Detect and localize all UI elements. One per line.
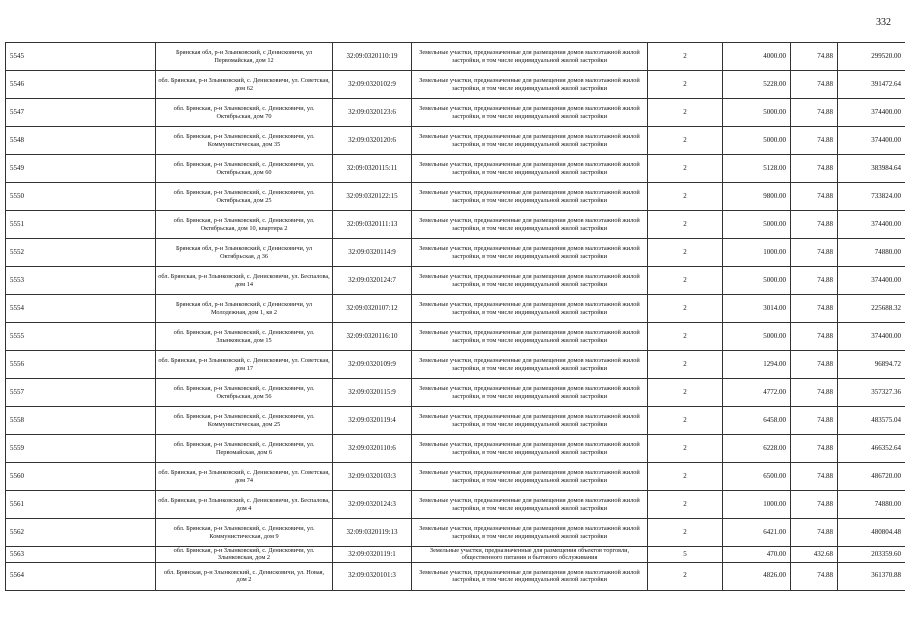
land-type-cell: 2 — [648, 295, 723, 323]
land-type-cell: 2 — [648, 99, 723, 127]
land-type-cell: 5 — [648, 547, 723, 563]
rate-cell: 74.88 — [791, 463, 838, 491]
rate-cell: 74.88 — [791, 43, 838, 71]
land-use-cell: Земельные участки, предназначенные для размещения домов малоэтажной жилой застройки, в том числе индивидуальной жилой застройки — [412, 562, 648, 590]
land-use-cell: Земельные участки, предназначенные для размещения домов малоэтажной жилой застройки, в том числе индивидуальной жилой застройки — [412, 183, 648, 211]
land-use-cell: Земельные участки, предназначенные для размещения домов малоэтажной жилой застройки, в том числе индивидуальной жилой застройки — [412, 295, 648, 323]
area-cell: 5000.00 — [723, 99, 791, 127]
cadastral-number-cell: 32:09:0320116:10 — [333, 323, 412, 351]
rate-cell: 74.88 — [791, 379, 838, 407]
rate-cell: 74.88 — [791, 519, 838, 547]
cadastral-number-cell: 32:09:0320119:13 — [333, 519, 412, 547]
address-cell: Брянская обл, р-н Злынковский, с Денисковичи, ул Молодежная, дом 1, кв 2 — [156, 295, 333, 323]
table-row — [6, 435, 905, 463]
area-cell: 6458.00 — [723, 407, 791, 435]
table-row — [6, 127, 905, 155]
land-use-cell: Земельные участки, предназначенные для размещения домов малоэтажной жилой застройки, в том числе индивидуальной жилой застройки — [412, 239, 648, 267]
land-type-cell: 2 — [648, 323, 723, 351]
cadastral-value-cell: 466352.64 — [838, 435, 905, 463]
rate-cell: 74.88 — [791, 127, 838, 155]
cadastral-value-cell: 361370.88 — [838, 562, 905, 590]
rate-cell: 74.88 — [791, 239, 838, 267]
cadastral-number-cell: 32:09:0320115:11 — [333, 155, 412, 183]
land-use-cell: Земельные участки, предназначенные для размещения домов малоэтажной жилой застройки, в том числе индивидуальной жилой застройки — [412, 463, 648, 491]
land-type-cell: 2 — [648, 379, 723, 407]
rate-cell: 74.88 — [791, 407, 838, 435]
land-use-cell: Земельные участки, предназначенные для размещения домов малоэтажной жилой застройки, в том числе индивидуальной жилой застройки — [412, 127, 648, 155]
rate-cell: 74.88 — [791, 183, 838, 211]
address-cell: обл. Брянская, р-н Злынковский, с. Денисковичи, ул. Октябрьская, дом 70 — [156, 99, 333, 127]
cadastral-value-cell: 374400.00 — [838, 127, 905, 155]
address-cell: обл. Брянская, р-н Злынковский, с. Денисковичи, ул. Коммунистическая, дом 35 — [156, 127, 333, 155]
table-row — [6, 379, 905, 407]
area-cell: 5000.00 — [723, 267, 791, 295]
table-row — [6, 519, 905, 547]
address-cell: обл. Брянская, р-н Злынковский, с. Денисковичи, ул. Первомайская, дом 6 — [156, 435, 333, 463]
cadastral-number-cell: 32:09:0320107:12 — [333, 295, 412, 323]
address-cell: обл. Брянская, р-н Злынковский, с. Денисковичи, ул. Беспалова, дом 14 — [156, 267, 333, 295]
land-type-cell: 2 — [648, 183, 723, 211]
table-row — [6, 323, 905, 351]
land-type-cell: 2 — [648, 491, 723, 519]
cadastral-number-cell: 32:09:0320122:15 — [333, 183, 412, 211]
area-cell: 5000.00 — [723, 211, 791, 239]
cadastral-value-cell: 374400.00 — [838, 267, 905, 295]
area-cell: 5000.00 — [723, 323, 791, 351]
rate-cell: 74.88 — [791, 562, 838, 590]
area-cell: 6228.00 — [723, 435, 791, 463]
row-number-cell: 5545 — [6, 43, 156, 71]
rate-cell: 74.88 — [791, 435, 838, 463]
row-number-cell: 5548 — [6, 127, 156, 155]
row-number-cell: 5561 — [6, 491, 156, 519]
row-number-cell: 5558 — [6, 407, 156, 435]
cadastral-value-cell: 374400.00 — [838, 99, 905, 127]
cadastral-value-cell: 225688.32 — [838, 295, 905, 323]
cadastral-number-cell: 32:09:0320119:4 — [333, 407, 412, 435]
address-cell: обл. Брянская, р-н Злынковский, с. Денисковичи, ул. Октябрьская, дом 25 — [156, 183, 333, 211]
cadastral-value-cell: 299520.00 — [838, 43, 905, 71]
address-cell: обл. Брянская, р-н Злынковский, с. Денисковичи, ул. Октябрьская, дом 60 — [156, 155, 333, 183]
address-cell: обл. Брянская, р-н Злынковский, с. Денисковичи, ул. Новая, дом 2 — [156, 562, 333, 590]
rate-cell: 74.88 — [791, 211, 838, 239]
cadastral-number-cell: 32:09:0320124:7 — [333, 267, 412, 295]
land-use-cell: Земельные участки, предназначенные для размещения объектов торговли, общественного питания и бытового обслуживания — [412, 547, 648, 563]
land-use-cell: Земельные участки, предназначенные для размещения домов малоэтажной жилой застройки, в том числе индивидуальной жилой застройки — [412, 519, 648, 547]
table-row — [6, 295, 905, 323]
rate-cell: 432.68 — [791, 547, 838, 563]
area-cell: 1294.00 — [723, 351, 791, 379]
page-number: 332 — [876, 17, 891, 28]
cadastral-value-cell: 203359.60 — [838, 547, 905, 563]
cadastral-value-cell: 74880.00 — [838, 239, 905, 267]
land-type-cell: 2 — [648, 239, 723, 267]
table-row — [6, 407, 905, 435]
address-cell: обл. Брянская, р-н Злынковский, с. Денисковичи, ул. Злынковская, дом 2 — [156, 547, 333, 563]
rate-cell: 74.88 — [791, 155, 838, 183]
address-cell: обл. Брянская, р-н Злынковский, с. Денисковичи, ул. Злынковская, дом 15 — [156, 323, 333, 351]
row-number-cell: 5562 — [6, 519, 156, 547]
address-cell: обл. Брянская, р-н Злынковский, с. Денисковичи, ул. Советская, дом 17 — [156, 351, 333, 379]
registry-body — [6, 43, 905, 591]
cadastral-number-cell: 32:09:0320102:9 — [333, 71, 412, 99]
row-number-cell: 5554 — [6, 295, 156, 323]
address-cell: обл. Брянская, р-н Злынковский, с. Денисковичи, ул. Коммунистическая, дом 25 — [156, 407, 333, 435]
row-number-cell: 5551 — [6, 211, 156, 239]
row-number-cell: 5549 — [6, 155, 156, 183]
land-use-cell: Земельные участки, предназначенные для размещения домов малоэтажной жилой застройки, в том числе индивидуальной жилой застройки — [412, 379, 648, 407]
address-cell: обл. Брянская, р-н Злынковский, с. Денисковичи, ул. Октябрьская, дом 10, квартира 2 — [156, 211, 333, 239]
area-cell: 5228.00 — [723, 71, 791, 99]
cadastral-value-cell: 374400.00 — [838, 211, 905, 239]
rate-cell: 74.88 — [791, 491, 838, 519]
land-use-cell: Земельные участки, предназначенные для размещения домов малоэтажной жилой застройки, в том числе индивидуальной жилой застройки — [412, 267, 648, 295]
cadastral-value-cell: 483575.04 — [838, 407, 905, 435]
row-number-cell: 5547 — [6, 99, 156, 127]
table-row — [6, 562, 905, 590]
row-number-cell: 5560 — [6, 463, 156, 491]
cadastral-number-cell: 32:09:0320120:6 — [333, 127, 412, 155]
land-use-cell: Земельные участки, предназначенные для размещения домов малоэтажной жилой застройки, в том числе индивидуальной жилой застройки — [412, 491, 648, 519]
cadastral-value-cell: 357327.36 — [838, 379, 905, 407]
area-cell: 5000.00 — [723, 127, 791, 155]
rate-cell: 74.88 — [791, 323, 838, 351]
table-row — [6, 43, 905, 71]
cadastral-number-cell: 32:09:0320110:19 — [333, 43, 412, 71]
cadastral-number-cell: 32:09:0320101:3 — [333, 562, 412, 590]
area-cell: 6500.00 — [723, 463, 791, 491]
cadastral-value-cell: 96894.72 — [838, 351, 905, 379]
address-cell: обл. Брянская, р-н Злынковский, с. Денисковичи, ул. Советская, дом 74 — [156, 463, 333, 491]
table-row — [6, 71, 905, 99]
land-type-cell: 2 — [648, 519, 723, 547]
cadastral-value-cell: 383984.64 — [838, 155, 905, 183]
cadastral-value-cell: 374400.00 — [838, 323, 905, 351]
rate-cell: 74.88 — [791, 71, 838, 99]
area-cell: 4000.00 — [723, 43, 791, 71]
table-row — [6, 267, 905, 295]
cadastral-value-cell: 391472.64 — [838, 71, 905, 99]
cadastral-number-cell: 32:09:0320103:3 — [333, 463, 412, 491]
land-registry-table — [5, 42, 905, 591]
table-row — [6, 463, 905, 491]
area-cell: 4826.00 — [723, 562, 791, 590]
area-cell: 3014.00 — [723, 295, 791, 323]
cadastral-value-cell: 486720.00 — [838, 463, 905, 491]
table-row — [6, 351, 905, 379]
row-number-cell: 5563 — [6, 547, 156, 563]
land-use-cell: Земельные участки, предназначенные для размещения домов малоэтажной жилой застройки, в том числе индивидуальной жилой застройки — [412, 155, 648, 183]
land-type-cell: 2 — [648, 127, 723, 155]
table-row — [6, 547, 905, 563]
cadastral-number-cell: 32:09:0320124:3 — [333, 491, 412, 519]
land-use-cell: Земельные участки, предназначенные для размещения домов малоэтажной жилой застройки, в том числе индивидуальной жилой застройки — [412, 435, 648, 463]
table-row — [6, 211, 905, 239]
area-cell: 6421.00 — [723, 519, 791, 547]
address-cell: Брянская обл, р-н Злынковский, с Денисковичи, ул Октябрьская, д 36 — [156, 239, 333, 267]
area-cell: 1000.00 — [723, 239, 791, 267]
row-number-cell: 5550 — [6, 183, 156, 211]
land-type-cell: 2 — [648, 463, 723, 491]
area-cell: 9800.00 — [723, 183, 791, 211]
row-number-cell: 5559 — [6, 435, 156, 463]
land-type-cell: 2 — [648, 562, 723, 590]
cadastral-value-cell: 480804.48 — [838, 519, 905, 547]
cadastral-number-cell: 32:09:0320119:1 — [333, 547, 412, 563]
land-type-cell: 2 — [648, 407, 723, 435]
table-row — [6, 239, 905, 267]
row-number-cell: 5552 — [6, 239, 156, 267]
land-use-cell: Земельные участки, предназначенные для размещения домов малоэтажной жилой застройки, в том числе индивидуальной жилой застройки — [412, 43, 648, 71]
row-number-cell: 5546 — [6, 71, 156, 99]
cadastral-number-cell: 32:09:0320123:6 — [333, 99, 412, 127]
land-use-cell: Земельные участки, предназначенные для размещения домов малоэтажной жилой застройки, в том числе индивидуальной жилой застройки — [412, 71, 648, 99]
cadastral-number-cell: 32:09:0320115:9 — [333, 379, 412, 407]
table-row — [6, 155, 905, 183]
row-number-cell: 5564 — [6, 562, 156, 590]
rate-cell: 74.88 — [791, 267, 838, 295]
row-number-cell: 5557 — [6, 379, 156, 407]
land-type-cell: 2 — [648, 43, 723, 71]
land-type-cell: 2 — [648, 155, 723, 183]
address-cell: обл. Брянская, р-н Злынковский, с. Денисковичи, ул. Коммунистическая, дом 9 — [156, 519, 333, 547]
land-type-cell: 2 — [648, 71, 723, 99]
rate-cell: 74.88 — [791, 295, 838, 323]
area-cell: 4772.00 — [723, 379, 791, 407]
land-use-cell: Земельные участки, предназначенные для размещения домов малоэтажной жилой застройки, в том числе индивидуальной жилой застройки — [412, 211, 648, 239]
table-row — [6, 183, 905, 211]
area-cell: 5128.00 — [723, 155, 791, 183]
land-type-cell: 2 — [648, 351, 723, 379]
cadastral-number-cell: 32:09:0320111:13 — [333, 211, 412, 239]
land-type-cell: 2 — [648, 211, 723, 239]
row-number-cell: 5555 — [6, 323, 156, 351]
row-number-cell: 5556 — [6, 351, 156, 379]
land-type-cell: 2 — [648, 267, 723, 295]
row-number-cell: 5553 — [6, 267, 156, 295]
land-use-cell: Земельные участки, предназначенные для размещения домов малоэтажной жилой застройки, в том числе индивидуальной жилой застройки — [412, 351, 648, 379]
cadastral-value-cell: 74880.00 — [838, 491, 905, 519]
land-use-cell: Земельные участки, предназначенные для размещения домов малоэтажной жилой застройки, в том числе индивидуальной жилой застройки — [412, 407, 648, 435]
address-cell: Брянская обл, р-н Злынковский, с Денисковичи, ул Первомайская, дом 12 — [156, 43, 333, 71]
rate-cell: 74.88 — [791, 99, 838, 127]
area-cell: 1000.00 — [723, 491, 791, 519]
land-use-cell: Земельные участки, предназначенные для размещения домов малоэтажной жилой застройки, в том числе индивидуальной жилой застройки — [412, 323, 648, 351]
table-row — [6, 99, 905, 127]
address-cell: обл. Брянская, р-н Злынковский, с. Денисковичи, ул. Советская, дом 62 — [156, 71, 333, 99]
area-cell: 470.00 — [723, 547, 791, 563]
land-use-cell: Земельные участки, предназначенные для размещения домов малоэтажной жилой застройки, в том числе индивидуальной жилой застройки — [412, 99, 648, 127]
cadastral-value-cell: 733824.00 — [838, 183, 905, 211]
land-type-cell: 2 — [648, 435, 723, 463]
cadastral-number-cell: 32:09:0320109:9 — [333, 351, 412, 379]
cadastral-number-cell: 32:09:0320110:6 — [333, 435, 412, 463]
address-cell: обл. Брянская, р-н Злынковский, с. Денисковичи, ул. Октябрьская, дом 56 — [156, 379, 333, 407]
cadastral-number-cell: 32:09:0320114:9 — [333, 239, 412, 267]
rate-cell: 74.88 — [791, 351, 838, 379]
address-cell: обл. Брянская, р-н Злынковский, с. Денисковичи, ул. Беспалова, дом 4 — [156, 491, 333, 519]
table-row — [6, 491, 905, 519]
